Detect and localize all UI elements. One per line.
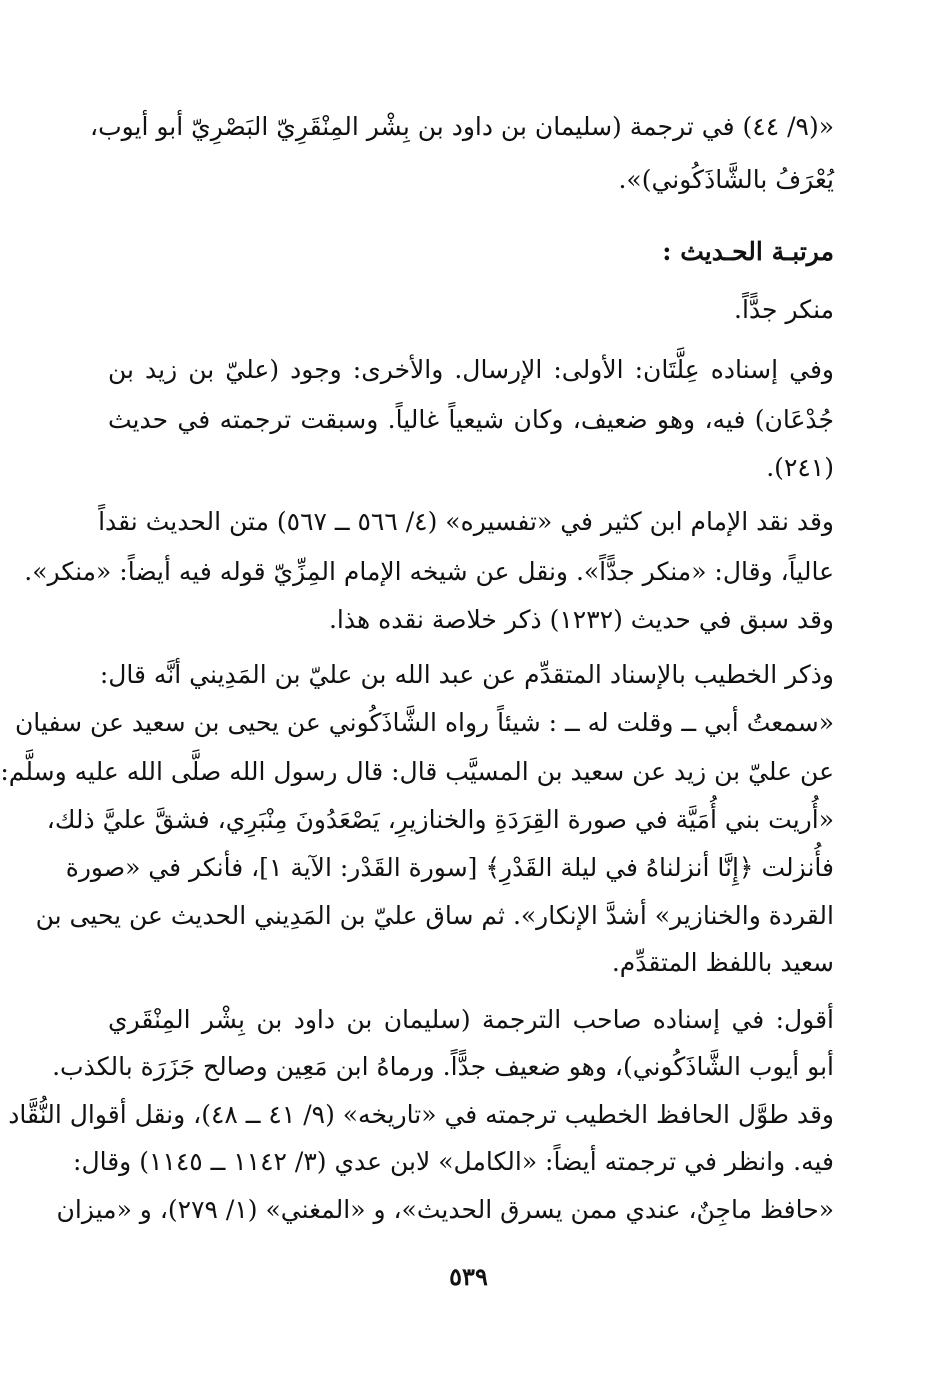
text-line: «(٩/ ٤٤) في ترجمة (سليمان بن داود بن بِشْر المِنْقَرِيّ البَصْرِيّ أبو أيوب،: [90, 112, 834, 141]
text-line: عن عليّ بن زيد عن سعيد بن المسيَّب قال: قال رسول الله صلَّى الله عليه وسلَّم:: [0, 757, 834, 786]
text-line: عالياً، وقال: «منكر جدًّاً». ونقل عن شيخه الإمام المِزِّيّ قوله فيه أيضاً: «منكر».: [24, 557, 834, 586]
text-line: أبو أيوب الشَّاذَكُوني)، وهو ضعيف جدًّاً. ورماهُ ابن مَعِين وصالح جَزَرَة بالكذب.: [52, 1052, 834, 1081]
text-line: يُعْرَفُ بالشَّاذَكُوني)».: [618, 165, 834, 194]
text-line: وقد سبق في حديث (١٢٣٢) ذكر خلاصة نقده هذا.: [328, 605, 834, 634]
text-line: وقد نقد الإمام ابن كثير في «تفسيره» (٤/ ٥٦٦ ــ ٥٦٧) متن الحديث نقداً: [98, 507, 834, 536]
text-line: «حافظ ماجِنٌ، عندي ممن يسرق الحديث»، و «المغني» (١/ ٢٧٩)، و «ميزان: [56, 1195, 834, 1224]
text-line: «سمعتُ أبي ــ وقلت له ــ : شيئاً رواه الشَّاذَكُوني عن يحيى بن سعيد عن سفيان: [14, 708, 834, 737]
page-number: ٥٣٩: [449, 1262, 488, 1291]
text-line: القردة والخنازير» أشدَّ الإنكار». ثم ساق عليّ بن المَدِيني الحديث عن يحيى بن: [35, 901, 834, 930]
text-line: أقول: في إسناده صاحب الترجمة (سليمان بن داود بن بِشْر المِنْقَري: [108, 1005, 834, 1034]
verdict-text: منكر جدًّاً.: [734, 295, 834, 324]
text-line: سعيد باللفظ المتقدِّم.: [611, 948, 834, 977]
text-line: جُدْعَان) فيه، وهو ضعيف، وكان شيعياً غالياً. وسبقت ترجمته في حديث: [108, 405, 834, 434]
text-line: فأُنزلت ﴿إِنَّا أنزلناهُ في ليلة القَدْرِ﴾ [سورة القَدْر: الآية ١]، فأنكر في «صورة: [65, 853, 834, 882]
text-line: وفي إسناده عِلَّتَان: الأولى: الإرسال. والأخرى: وجود (عليّ بن زيد بن: [108, 355, 834, 384]
text-line: فيه. وانظر في ترجمته أيضاً: «الكامل» لابن عدي (٣/ ١١٤٢ ــ ١١٤٥) وقال:: [73, 1147, 834, 1176]
text-line: «أُريت بني أُمَيَّة في صورة القِرَدَةِ والخنازيرِ، يَصْعَدُونَ مِنْبَرِي، فشقَّ عليَّ ذلك،: [46, 805, 834, 834]
section-heading: مرتبـة الحـديث :: [662, 237, 834, 266]
text-line: وذكر الخطيب بالإسناد المتقدِّم عن عبد الله بن عليّ بن المَدِيني أنَّه قال:: [99, 660, 834, 689]
text-line: (٢٤١).: [766, 453, 834, 482]
text-line: وقد طوَّل الحافظ الخطيب ترجمته في «تاريخه» (٩/ ٤١ ــ ٤٨)، ونقل أقوال النُّقَّاد: [8, 1100, 834, 1129]
